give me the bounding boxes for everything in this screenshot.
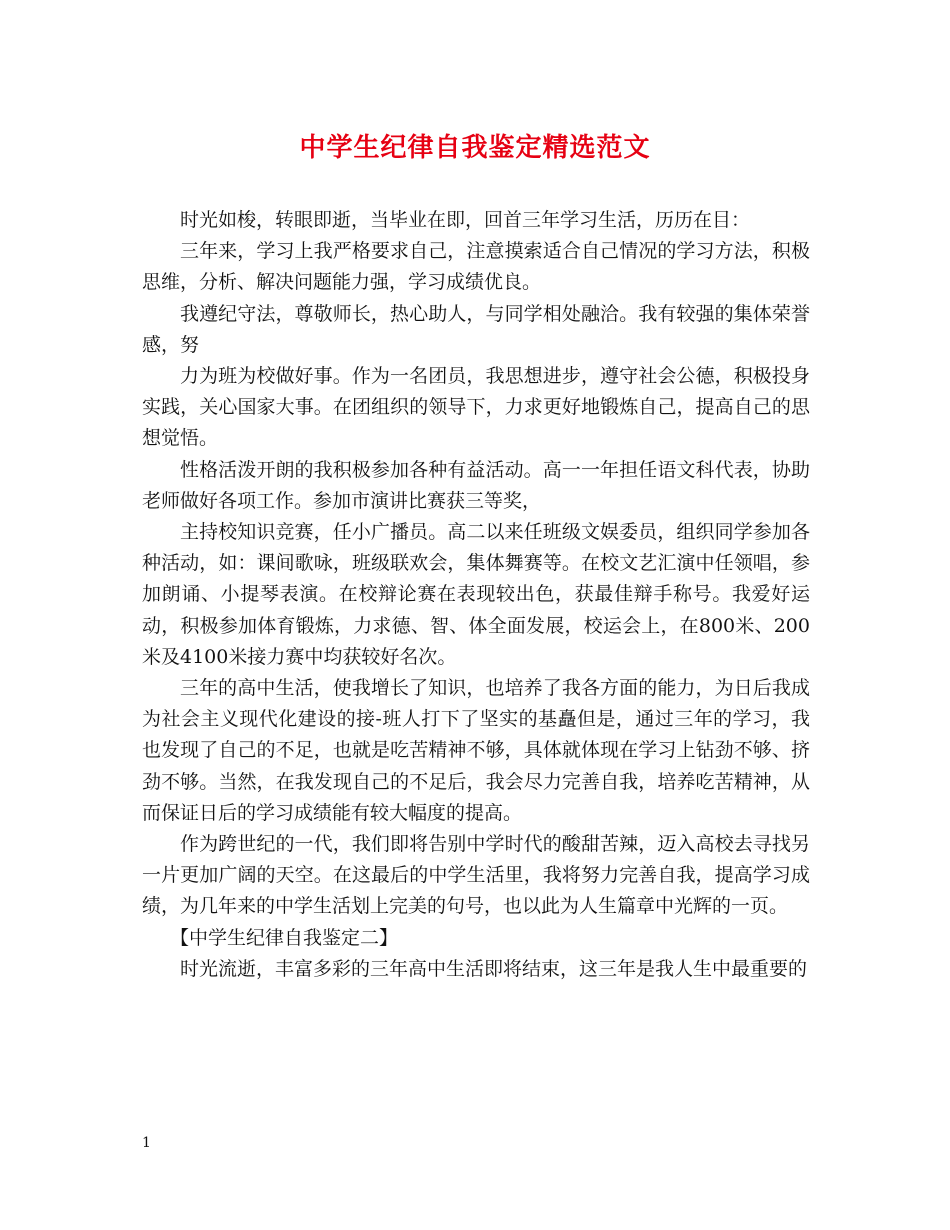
paragraph: 我遵纪守法，尊敬师长，热心助人，与同学相处融洽。我有较强的集体荣誉感，努 — [142, 302, 810, 356]
page-number: 1 — [142, 1135, 151, 1151]
paragraph: 性格活泼开朗的我积极参加各种有益活动。高一一年担任语文科代表，协助老师做好各项工作。参加市演讲比赛获三等奖， — [142, 458, 810, 512]
paragraph: 时光如梭，转眼即逝，当毕业在即，回首三年学习生活，历历在目： — [180, 209, 751, 231]
paragraph: 三年的高中生活，使我增长了知识，也培养了我各方面的能力，为日后我成为社会主义现代化建设的接-班人打下了坚实的基矗但是，通过三年的学习，我也发现了自己的不足，也就是吃苦精神不够，具体就体现在学习上钻劲不够、挤劲不够。当然，在我发现自己的不足后，我会尽力完善自我，培养吃苦精神，从而保证日后的学习成绩能有较大幅度的提高。 — [142, 677, 810, 824]
paragraph: 作为跨世纪的一代，我们即将告别中学时代的酸甜苦辣，迈入高校去寻找另一片更加广阔的天空。在这最后的中学生活里，我将努力完善自我，提高学习成绩，为几年来的中学生活划上完美的句号，也以此为人生篇章中光辉的一页。 — [142, 833, 810, 918]
document-title: 中学生纪律自我鉴定精选范文 — [299, 133, 651, 163]
section-heading: 【中学生纪律自我鉴定二】 — [170, 926, 399, 949]
paragraph: 时光流逝，丰富多彩的三年高中生活即将结束，这三年是我人生中最重要的 — [180, 957, 808, 980]
paragraph: 主持校知识竞赛，任小广播员。高二以来任班级文娱委员，组织同学参加各种活动，如：课间歌咏，班级联欢会，集体舞赛等。在校文艺汇演中任领唱，参加朗诵、小提琴表演。在校辩论赛在表现较出色，获最佳辩手称号。我爱好运动，积极参加体育锻炼，力求德、智、体全面发展，校运会上，在800米、200米及4100米接力赛中均获较好名次。 — [142, 521, 810, 668]
paragraph: 三年来，学习上我严格要求自己，注意摸索适合自己情况的学习方法，积极思维，分析、解决问题能力强，学习成绩优良。 — [142, 240, 810, 294]
paragraph: 力为班为校做好事。作为一名团员，我思想进步，遵守社会公德，积极投身实践，关心国家大事。在团组织的领导下，力求更好地锻炼自己，提高自己的思想觉悟。 — [142, 365, 810, 450]
document-body — [142, 205, 810, 985]
